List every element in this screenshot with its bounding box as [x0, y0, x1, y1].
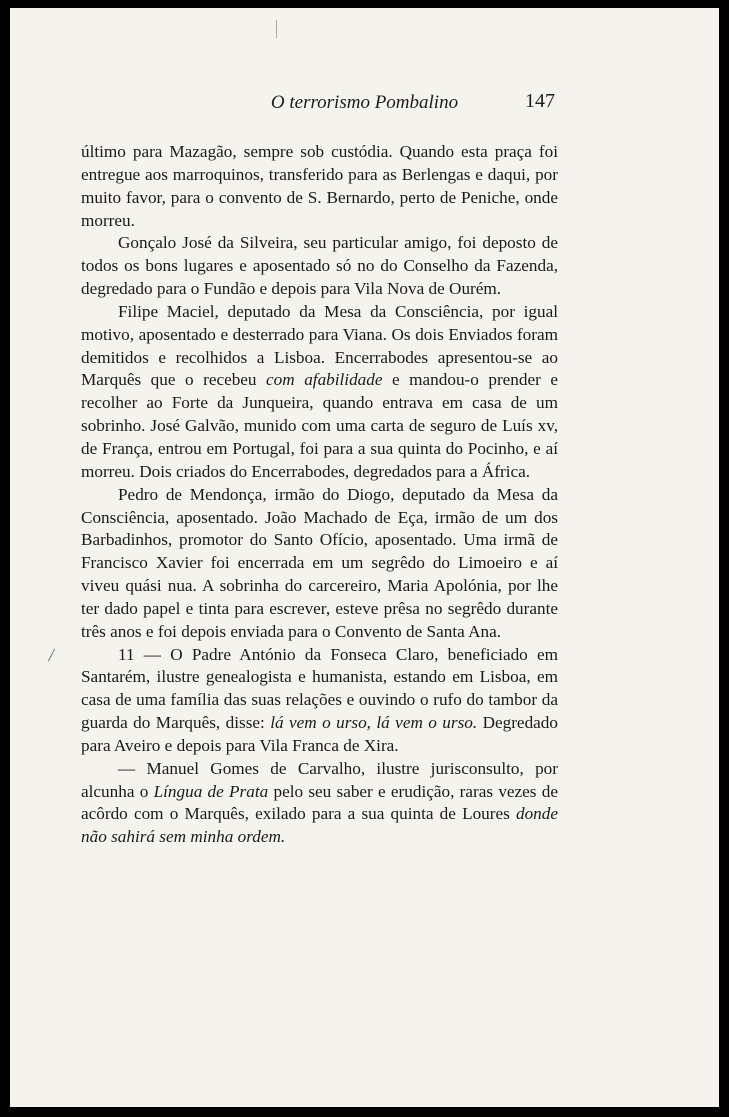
paragraph-text: pelo seu saber e erudição, raras vezes de acôrdo com o Marquês, exilado para a sua quinta de Loures [81, 781, 558, 824]
running-title: O terrorismo Pombalino [270, 92, 459, 113]
paragraph-text: — Manuel Gomes de Carvalho, ilustre jurisconsulto, por alcunha o [81, 758, 558, 801]
paragraph-text: e mandou-o prender e recolher ao Forte da Junqueira, quando entrava em casa de um sobrinho. José Galvão, munido com uma carta de seguro de Luís xv, de França, entrou em Portugal, foi para a sua quinta do Pocinho, e aí morreu. Dois criados do Encerrabodes, degredados para a África. [81, 370, 558, 481]
italic-nickname: Língua de Prata [153, 781, 269, 801]
italic-quote: lá vem o urso, lá vem o urso. [270, 713, 478, 733]
paragraph: Gonçalo José da Silveira, seu particular amigo, foi deposto de todos os bons lugares e aposentado só no do Conselho da Fazenda, degredado para o Fundão e depois para Vila Nova de Ourém. [81, 233, 558, 299]
paragraph-text: 11 — O Padre António da Fonseca Claro, beneficiado em Santarém, ilustre genealogista e humanista, estando em Lisboa, em casa de uma família das suas relações e ouvindo o rufo do tambor da guarda do Marquês, disse: [81, 644, 558, 733]
running-head [10, 92, 719, 120]
italic-quote: donde não sahirá sem minha ordem. [81, 804, 558, 847]
italic-phrase: com afabilidade [266, 370, 383, 390]
paragraph [81, 758, 558, 849]
paragraph-text: Degredado para Aveiro e depois para Vila Franca de Xira. [81, 713, 558, 755]
paragraph [81, 301, 558, 484]
paragraph [81, 644, 558, 758]
body-text [81, 141, 558, 849]
paragraph-text: Filipe Maciel, deputado da Mesa da Consciência, por igual motivo, aposentado e desterrado para Viana. Os dois Enviados foram demitidos e recolhidos a Lisboa. Encerrabodes apresentou-se ao Marquês que o recebeu [81, 301, 558, 390]
scan-mark [276, 20, 277, 38]
page-number: 147 [525, 90, 555, 112]
scan-mark [48, 649, 55, 662]
paragraph-continuation: último para Mazagão, sempre sob custódia. Quando esta praça foi entregue aos marroquinos, transferido para as Berlengas e daqui, por muito favor, para o convento de S. Bernardo, perto de Peniche, onde morreu. [81, 142, 558, 230]
book-page [10, 8, 719, 1107]
paragraph: Pedro de Mendonça, irmão do Diogo, deputado da Mesa da Consciência, aposentado. João Machado de Eça, irmão de um dos Barbadinhos, promotor do Santo Ofício, aposentado. Uma irmã de Francisco Xavier foi encerrada em um segrêdo do Limoeiro e aí viveu quási nua. A sobrinha do carcereiro, Maria Apolónia, por lhe ter dado papel e tinta para escrever, esteve prêsa no segrêdo durante três anos e foi depois enviada para o Convento de Santa Ana. [81, 484, 558, 641]
